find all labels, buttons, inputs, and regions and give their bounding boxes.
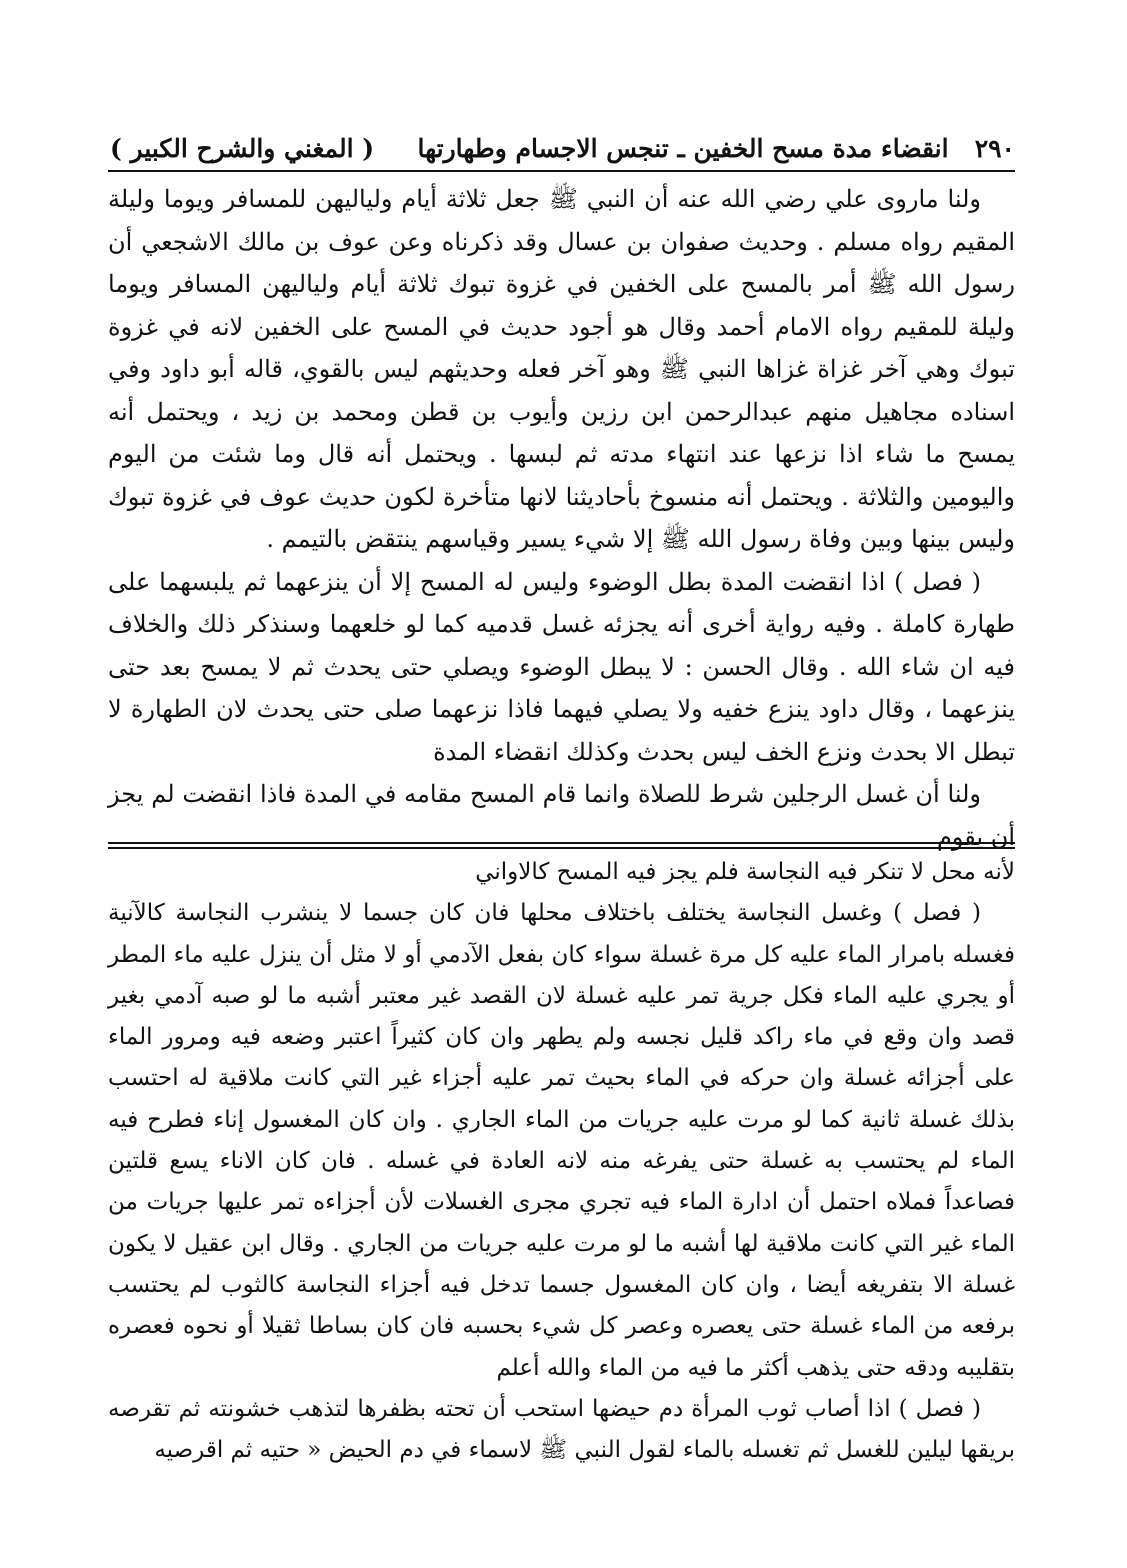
header-title: انقضاء مدة مسح الخفين ـ تنجس الاجسام وطهارتها <box>417 133 949 163</box>
footnote-paragraph: ( فصل ) اذا أصاب ثوب المرأة دم حيضها استحب أن تحته بظفرها لتذهب خشونته ثم تقرصه بريقها ليلين للغسل ثم تغسله بالماء لقول النبي ﷺ لاسماء في دم الحيض « حتيه ثم اقرصيه <box>108 1395 1015 1464</box>
footnote-rule-double <box>108 847 1015 849</box>
page-number: ٢٩٠ <box>974 133 1015 163</box>
book-title: ( المغني والشرح الكبير ) <box>110 133 375 163</box>
footnote-paragraph: ( فصل ) وغسل النجاسة يختلف باختلاف محلها فان كان جسما لا ينشرب النجاسة كالآنية فغسله بامرار الماء عليه كل مرة غسلة سواء كان بفعل الآدمي أو لا مثل أن ينزل عليه ماء المطر أو يجري عليه الماء فكل جرية تمر عليه غسلة لان القصد غير معتبر أشبه ما لو صبه آدمي بغير قصد وان وقع في ماء راكد قليل نجسه ولم يطهر وان كان كثيراً اعتبر وضعه فيه ومرور الماء على أجزائه غسلة وان حركه في الماء بحيث تمر عليه أجزاء غير التي كانت ملاقية له احتسب بذلك غسلة ثانية كما لو مرت عليه جريات من الماء الجاري . وان كان المغسول إناء فطرح فيه الماء لم يحتسب به غسلة حتى يفرغه منه لانه العادة في غسله . فان كان الاناء يسع قلتين فصاعداً فملاه احتمل أن ادارة الماء فيه تجري مجرى الغسلات لأن أجزاءه تمر عليها جريات من الماء غير التي كانت ملاقية لها أشبه ما لو مرت عليه جريات من الجاري . وقال ابن عقيل لا يكون غسلة الا بتفريغه أيضا ، وان كان المغسول جسما تدخل فيه أجزاء النجاسة كالثوب لم يحتسب برفعه من الماء غسلة حتى يعصره وعصر كل شيء بحسبه فان كان بساطا ثقيلا أو نحوه فعصره بتقليبه ودقه حتى يذهب أكثر ما فيه من الماء والله أعلم <box>108 900 1015 1381</box>
footnote-paragraph: لأنه محل لا تنكر فيه النجاسة فلم يجز فيه المسح كالاواني <box>475 859 1015 885</box>
footnote-rule <box>108 842 1015 844</box>
main-paragraph: ولنا ماروى علي رضي الله عنه أن النبي ﷺ جعل ثلاثة أيام ولياليهن للمسافر ويوما وليلة المقيم رواه مسلم . وحديث صفوان بن عسال وقد ذكرناه وعن عوف بن مالك الاشجعي أن رسول الله ﷺ أمر بالمسح على الخفين في غزوة تبوك ثلاثة أيام ولياليهن المسافر ويوما وليلة للمقيم رواه الامام أحمد وقال هو أجود حديث في المسح على الخفين لانه في غزوة تبوك وهي آخر غزاة غزاها النبي ﷺ وهو آخر فعله وحديثهم ليس بالقوي، قاله أبو داود وفي اسناده مجاهيل منهم عبدالرحمن ابن رزين وأيوب بن قطن ومحمد بن زيد ، ويحتمل أنه يمسح ما شاء اذا نزعها عند انتهاء مدته ثم لبسها . ويحتمل أنه قال وما شئت من اليوم واليومين والثلاثة . ويحتمل أنه منسوخ بأحاديثنا لانها متأخرة لكون حديث عوف في غزوة تبوك وليس بينها وبين وفاة رسول الله ﷺ إلا شيء يسير وقياسهم ينتقض بالتيمم . <box>108 185 1015 553</box>
footnote-text <box>108 852 1015 1471</box>
running-header <box>110 128 1015 168</box>
main-paragraph: ولنا أن غسل الرجلين شرط للصلاة وانما قام المسح مقامه في المدة فاذا انقضت لم يجز أن يقوم <box>108 780 1015 851</box>
main-text <box>108 178 1015 858</box>
main-paragraph: ( فصل ) اذا انقضت المدة بطل الوضوء وليس له المسح إلا أن ينزعهما ثم يلبسهما على طهارة كاملة . وفيه رواية أخرى أنه يجزئه غسل قدميه كما لو خلعهما وسنذكر ذلك والخلاف فيه ان شاء الله . وقال الحسن : لا يبطل الوضوء ويصلي حتى يحدث ثم لا يمسح بعد حتى ينزعهما ، وقال داود ينزع خفيه ولا يصلي فيهما فاذا نزعهما صلى حتى يحدث لان الطهارة لا تبطل الا بحدث ونزع الخف ليس بحدث وكذلك انقضاء المدة <box>108 567 1015 766</box>
header-rule <box>108 170 1015 172</box>
